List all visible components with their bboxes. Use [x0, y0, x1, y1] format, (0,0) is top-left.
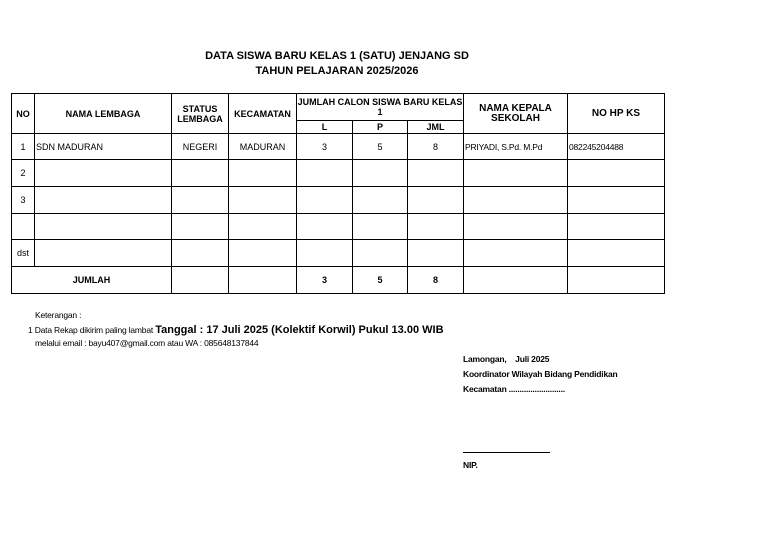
total-row: [12, 267, 665, 294]
signature-role: Koordinator Wilayah Bidang Pendidikan: [463, 369, 618, 379]
cell-status: [172, 240, 229, 267]
cell-hp: [568, 214, 665, 240]
total-p: 5: [353, 267, 408, 294]
cell-jml: [408, 160, 464, 187]
cell-nama-lembaga: [35, 214, 172, 240]
cell-jml: [408, 240, 464, 267]
signature-district: Kecamatan ..........................: [463, 384, 565, 394]
table-row: [12, 160, 665, 187]
total-l: 3: [297, 267, 353, 294]
cell-kepala: [464, 160, 568, 187]
note-number: 1: [28, 325, 33, 335]
cell-kecamatan: [229, 187, 297, 214]
cell-l: [297, 187, 353, 214]
cell-hp: 082245204488: [568, 134, 665, 160]
header-kecamatan: KECAMATAN: [229, 94, 297, 134]
note-deadline: Tanggal : 17 Juli 2025 (Kolektif Korwil) Pukul 13.00 WIB: [155, 324, 444, 336]
cell-status: [172, 187, 229, 214]
signature-nip: NIP.: [463, 460, 478, 470]
cell-kepala: [464, 214, 568, 240]
cell-kecamatan: [229, 214, 297, 240]
signature-line: [463, 452, 550, 453]
cell-kecamatan: [229, 240, 297, 267]
table-row: [12, 240, 665, 267]
cell-p: [353, 240, 408, 267]
cell-kepala: [464, 187, 568, 214]
cell-hp: [568, 267, 665, 294]
cell-no: dst: [12, 240, 35, 267]
doc-subtitle: TAHUN PELAJARAN 2025/2026: [255, 65, 419, 77]
cell-no: 2: [12, 160, 35, 187]
header-no-hp: NO HP KS: [568, 94, 665, 134]
notes-heading: Keterangan :: [35, 310, 82, 320]
header-nama-lembaga: NAMA LEMBAGA: [35, 94, 172, 134]
total-jml: 8: [408, 267, 464, 294]
cell-kepala: [464, 240, 568, 267]
cell-hp: [568, 240, 665, 267]
header-jml: JML: [408, 121, 464, 134]
cell-nama-lembaga: [35, 187, 172, 214]
header-no: NO: [12, 94, 35, 134]
cell-p: [353, 214, 408, 240]
header-p: P: [353, 121, 408, 134]
cell-no: 3: [12, 187, 35, 214]
cell-kecamatan: MADURAN: [229, 134, 297, 160]
cell-no: 1: [12, 134, 35, 160]
cell-l: [297, 160, 353, 187]
cell-jml: [408, 187, 464, 214]
header-l: L: [297, 121, 353, 134]
cell-p: 5: [353, 134, 408, 160]
cell-kecamatan: [229, 267, 297, 294]
cell-jml: 8: [408, 134, 464, 160]
signature-place-date: Lamongan, Juli 2025: [463, 354, 550, 364]
header-status-lembaga: STATUS LEMBAGA: [172, 94, 229, 134]
cell-hp: [568, 187, 665, 214]
table-row: [12, 134, 665, 160]
cell-p: [353, 187, 408, 214]
cell-l: [297, 214, 353, 240]
note-contact: melalui email : bayu407@gmail.com atau WA : 085648137844: [35, 338, 259, 348]
cell-nama-lembaga: SDN MADURAN: [35, 134, 172, 160]
cell-nama-lembaga: [35, 160, 172, 187]
table-row: [12, 214, 665, 240]
header-jumlah-calon: JUMLAH CALON SISWA BARU KELAS 1: [297, 94, 464, 121]
cell-kecamatan: [229, 160, 297, 187]
cell-hp: [568, 160, 665, 187]
note-text: Data Rekap dikirim paling lambat: [34, 325, 154, 335]
note-item: [28, 324, 444, 336]
header-nama-kepala: NAMA KEPALA SEKOLAH: [464, 94, 568, 134]
student-data-table: [11, 93, 665, 294]
cell-kepala: [464, 267, 568, 294]
doc-title: DATA SISWA BARU KELAS 1 (SATU) JENJANG SD: [205, 50, 469, 62]
cell-jml: [408, 214, 464, 240]
cell-kepala: PRIYADI, S.Pd. M.Pd: [464, 134, 568, 160]
cell-p: [353, 160, 408, 187]
total-label: JUMLAH: [12, 267, 172, 294]
table-row: [12, 187, 665, 214]
cell-nama-lembaga: [35, 240, 172, 267]
cell-no: [12, 214, 35, 240]
cell-status: [172, 160, 229, 187]
cell-l: [297, 240, 353, 267]
cell-l: 3: [297, 134, 353, 160]
cell-status: NEGERI: [172, 134, 229, 160]
cell-status: [172, 214, 229, 240]
cell-status: [172, 267, 229, 294]
